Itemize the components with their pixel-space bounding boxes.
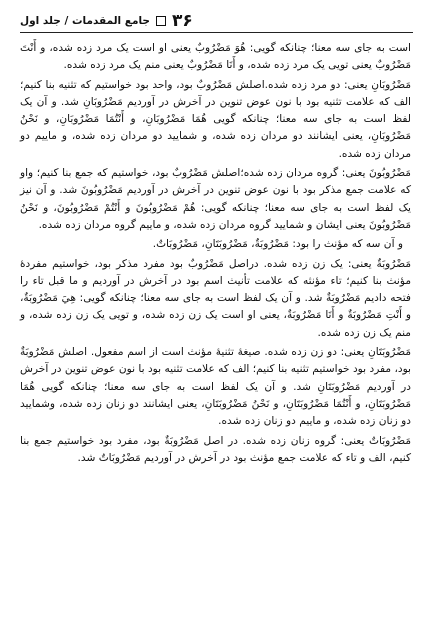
paragraph-3: مَضْرُوبُونَ یعنی: گروه مردان زده شده؛اصلش مَضْرُوبٌ بود، خواستیم که جمع بنا کنیم؛ واو که علامت جمع مذکر بود با نون عوض تنوین در آخرش در آوردیم مَضْرُوبُونَ شد. و آن نیز یک لفظ است به جای سه معنا؛ چنانکه گویی: هُمْ مَضْرُوبُونَ و أَنْتُمْ مَضْرُوبُونَ، و نَحْنُ مَضْرُوبُونَ یعنی ایشان و شمایید گروه مردان زده شده، و ماییم گروه مردان زده شده. — [20, 167, 411, 231]
paragraph-1: است به جای سه معنا؛ چنانکه گویی: هُوَ مَضْرُوبٌ یعنی او است یک مرد زده شده، و أَنْتَ مَضْرُوبٌ یعنی تویی یک مرد زده شده، و أَنَا مَضْرُوبٌ یعنی منم یک مرد زده شده. — [20, 42, 411, 72]
square-bullet-icon — [156, 16, 166, 26]
running-title: جامع المقدمات / جلد اول — [20, 15, 150, 27]
paragraph-2: مَضْرُوبَانِ یعنی: دو مرد زده شده.اصلش مَضْرُوبٌ بود، واحد بود خواستیم که تثنیه بنا کنیم؛ الف که علامت تثنیه بود با نون عوض تنوین در آخرش در آوردیم مَضْرُوبَانِ شد. و آن یک لفظ است به جای سه معنا؛ چنانکه گویی هُمَا مَضْرُوبَانِ، و أَنْتُمَا مَضْرُوبَانِ، و نَحْنُ مَضْرُوبَانِ، یعنی ایشانند دو مردان زده شده، و شمایید دو مردان زده شده، و ماییم دو مردان زده شده. — [20, 78, 411, 160]
paragraph-7: مَضْرُوبَاتٌ یعنی: گروه زنان زده شده. در اصل مَضْرُوبَةٌ بود، مفرد بود خواستیم جمع بنا کنیم، الف و تاء که علامت جمع مؤنث بود در آخرش در آوردیم مَضْرُوبَاتٌ شد. — [20, 434, 411, 464]
paragraph-5: مَضْرُوبَةٌ یعنی: یک زن زده شده. دراصل مَضْرُوبٌ بود مفرد مذکر بود، خواستیم مفردهٔ مؤنث بنا کنیم؛ تاء مؤنثه که علامت تأنیث اسم بود در آخرش در آوردیم و ما قبل تاء را فتحه دادیم مَضْرُوبَةٌ شد. و آن یک لفظ است به جای سه معنا؛ چنانکه گویی: هِيَ مَضْرُوبَةٌ، و أَنْتِ مَضْرُوبَةٌ و أَنَا مَضْرُوبَةٌ، یعنی او است یک زن زده شده، و تویی یک زن زده شده، و منم یک زن زده شده. — [20, 257, 411, 339]
page-number: ۳۶ — [172, 11, 193, 31]
paragraph-6: مَضْرُوبَتَانِ یعنی: دو زن زده شده. صیغهٔ تثنیهٔ مؤنث است از اسم مفعول. اصلش مَضْرُوبَةٌ بود، مفرد بود خواستیم تثنیه بنا کنیم؛ الف که علامت تثنیه بود با نون عوض تنوین در آخرش در آوردیم مَضْرُوبَتَانِ شد. و آن یک لفظ است به جای سه معنا؛ چنانکه گویی هُمَا مَضْرُوبَتَانِ، و أَنْتُمَا مَضْرُوبَتَانِ، و نَحْنُ مَضْرُوبَتَانِ، یعنی ایشانند دو زنان زده شده، وشمایید دو زنان زده شده، و ماییم دو زنان زده شده. — [20, 346, 411, 428]
paragraph-4: و آن سه که مؤنث را بود: مَضْرُوبَةٌ، مَضْرُوبَتَانِ، مَضْرُوبَاتٌ. — [152, 238, 403, 251]
page-header — [20, 10, 413, 33]
page-body — [20, 40, 411, 469]
